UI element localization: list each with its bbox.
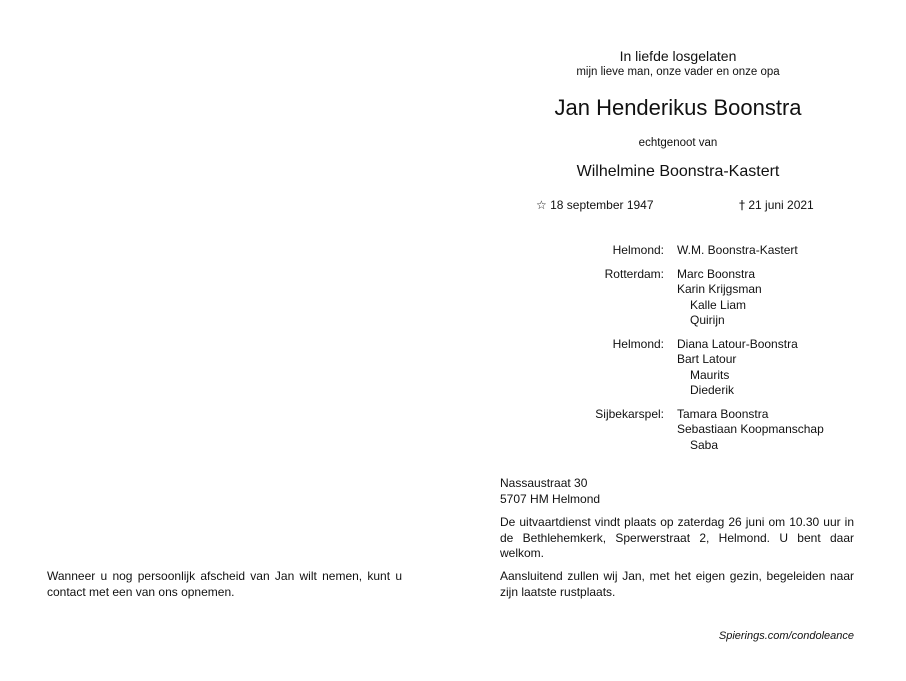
spouse-label: echtgenoot van xyxy=(638,137,718,149)
family-members xyxy=(677,407,860,454)
cross-icon: † xyxy=(739,198,745,212)
family-place: Helmond: xyxy=(612,243,664,257)
family-member: Diederik xyxy=(690,383,735,397)
birth-date xyxy=(536,198,654,212)
death-date-text: 21 juni 2021 xyxy=(748,198,814,212)
family-place: Rotterdam: xyxy=(604,266,664,281)
service-paragraph: De uitvaartdienst vindt plaats op zaterdag 26 juni om 10.30 uur in de Bethlehemkerk, Sperwerstraat 2, Helmond. U bent daar welkom. xyxy=(500,515,854,560)
family-group xyxy=(560,243,860,259)
family-member: Maurits xyxy=(690,367,730,382)
address-street: Nassaustraat 30 xyxy=(500,476,588,490)
family-group xyxy=(560,337,860,399)
family-group xyxy=(560,267,860,329)
family-member: W.M. Boonstra-Kastert xyxy=(677,243,798,257)
burial-paragraph: Aansluitend zullen wij Jan, met het eigen gezin, begeleiden naar zijn laatste rustplaats. xyxy=(500,569,854,599)
family-group xyxy=(560,407,860,454)
family-members xyxy=(677,243,860,259)
family-member: Karin Krijgsman xyxy=(677,282,762,296)
family-members xyxy=(677,337,860,399)
family-member: Saba xyxy=(690,437,719,452)
address-city: 5707 HM Helmond xyxy=(500,491,601,506)
family-member: Kalle Liam xyxy=(690,297,747,312)
family-member: Diana Latour-Boonstra xyxy=(677,336,798,351)
family-member: Marc Boonstra xyxy=(677,266,756,281)
star-icon: ☆ xyxy=(536,198,547,212)
farewell-note: Wanneer u nog persoonlijk afscheid van Jan wilt nemen, kunt u contact met een van ons opnemen. xyxy=(47,569,402,599)
family-member: Tamara Boonstra xyxy=(677,406,769,421)
spouse-name: Wilhelmine Boonstra-Kastert xyxy=(576,163,780,180)
family-members xyxy=(677,267,860,329)
family-member: Quirijn xyxy=(690,313,725,327)
death-date xyxy=(739,198,814,212)
condolence-link[interactable]: Spierings.com/condoleance xyxy=(718,630,854,642)
deceased-name: Jan Henderikus Boonstra xyxy=(554,95,802,120)
family-place: Helmond: xyxy=(612,336,664,351)
intro-subheading: mijn lieve man, onze vader en onze opa xyxy=(576,66,780,78)
family-place: Sijbekarspel: xyxy=(595,406,664,421)
birth-date-text: 18 september 1947 xyxy=(550,198,654,212)
family-list xyxy=(560,243,860,461)
family-member: Sebastiaan Koopmanschap xyxy=(677,422,824,436)
address xyxy=(500,476,600,507)
intro-heading: In liefde losgelaten xyxy=(619,48,737,64)
family-member: Bart Latour xyxy=(677,352,737,366)
